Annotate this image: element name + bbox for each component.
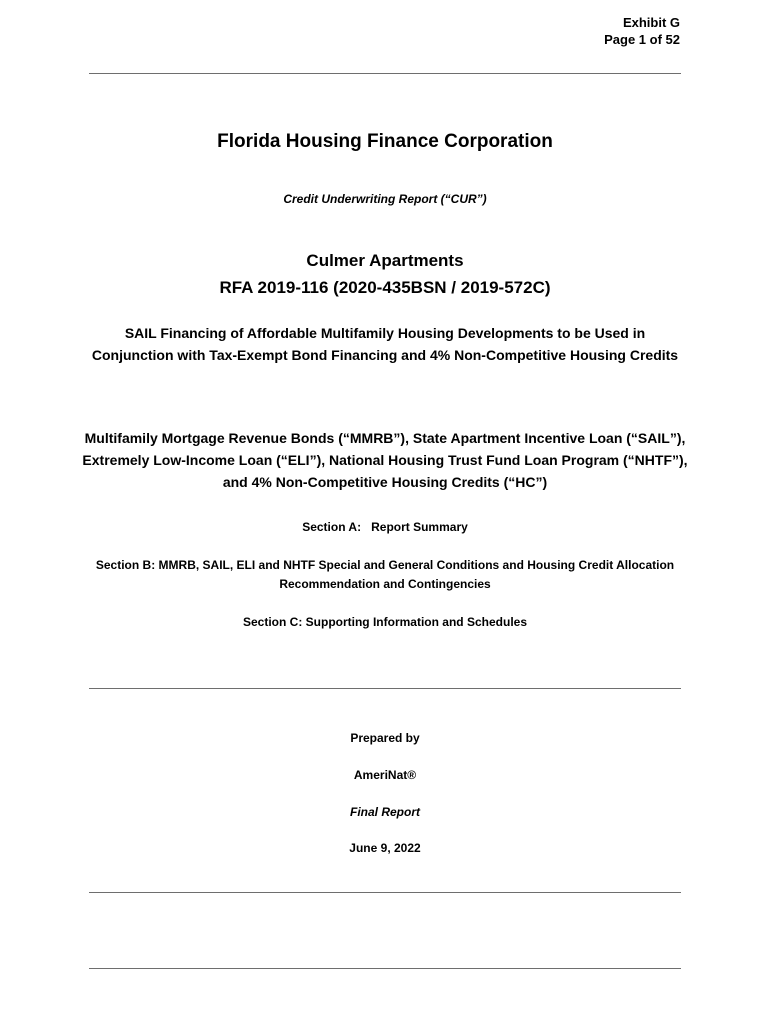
- report-date: June 9, 2022: [349, 841, 421, 855]
- loan-programs: Multifamily Mortgage Revenue Bonds (“MMRB”), State Apartment Incentive Loan (“SAIL”), Extremely Low-Income Loan (“ELI”), National Housing Trust Fund Loan Program (“NHTF”), and 4% Non-Competitive Housing Credits (“HC”): [82, 430, 688, 490]
- project-heading: [89, 247, 681, 301]
- footer-divider: [89, 968, 681, 969]
- section-c-heading: Section C: Supporting Information and Schedules: [242, 615, 527, 629]
- page-number: Page 1 of 52: [604, 32, 680, 47]
- project-name: Culmer Apartments: [306, 251, 464, 270]
- top-divider: [89, 73, 681, 74]
- rfa-number: RFA 2019-116 (2020-435BSN / 2019-572C): [219, 278, 551, 297]
- lower-divider: [89, 892, 681, 893]
- report-status: Final Report: [349, 805, 420, 819]
- prepared-by-label: Prepared by: [350, 731, 420, 745]
- section-a-heading: Section A: Report Summary: [302, 520, 468, 534]
- exhibit-label: Exhibit G: [622, 15, 680, 30]
- preparer-firm: AmeriNat®: [353, 768, 417, 782]
- section-b-heading: Section B: MMRB, SAIL, ELI and NHTF Special and General Conditions and Housing Credit Allocation Recommendation and Contingencies: [95, 558, 675, 591]
- exhibit-header: [604, 14, 680, 48]
- report-subtitle: Credit Underwriting Report (“CUR”): [283, 192, 487, 206]
- middle-divider: [89, 688, 681, 689]
- document-title: Florida Housing Finance Corporation: [217, 131, 553, 152]
- program-description: SAIL Financing of Affordable Multifamily Housing Developments to be Used in Conjunction with Tax-Exempt Bond Financing and 4% Non-Competitive Housing Credits: [91, 325, 679, 363]
